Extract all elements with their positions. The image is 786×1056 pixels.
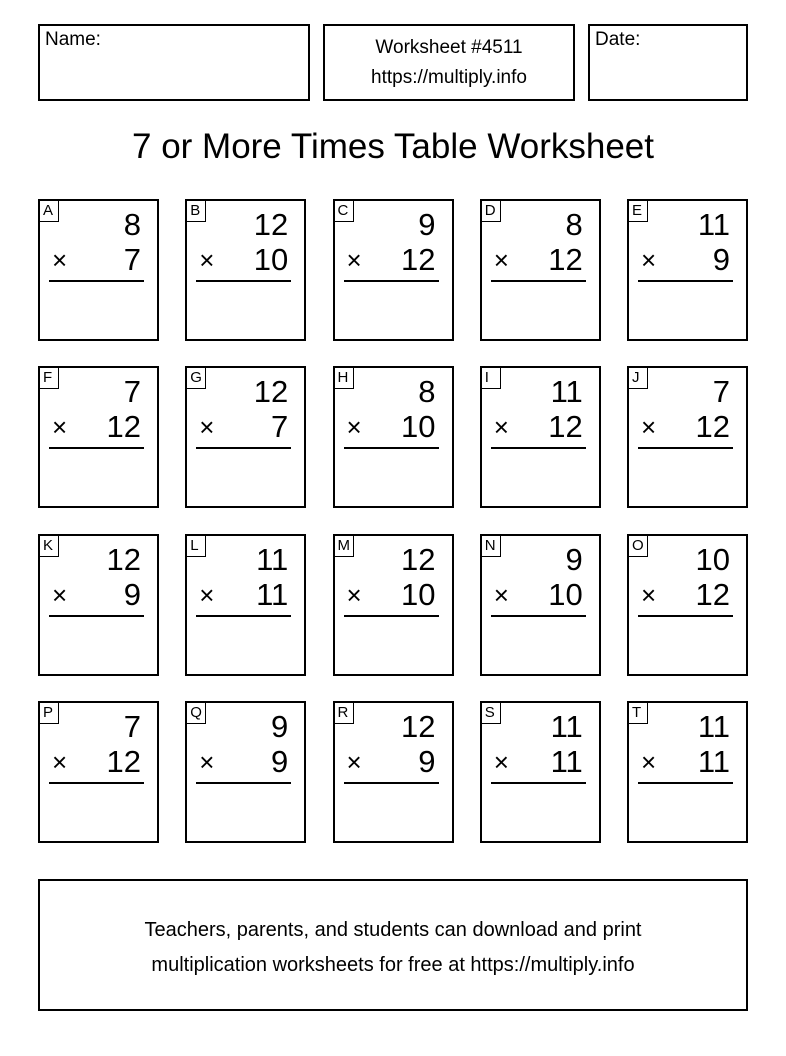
- times-sign: ×: [641, 579, 657, 610]
- multiplicand: 7: [123, 374, 141, 410]
- multiplier: 9: [123, 576, 141, 612]
- times-sign: ×: [493, 579, 509, 610]
- answer-line: [196, 782, 291, 784]
- name-label: Name:: [45, 29, 101, 50]
- footer-line-1: Teachers, parents, and students can download and print: [144, 919, 642, 941]
- problem-letter: E: [628, 200, 648, 222]
- problem-card: [185, 366, 306, 508]
- problem-card: [627, 199, 748, 341]
- multiplier: 7: [123, 242, 141, 277]
- problem-letter: L: [186, 535, 206, 557]
- multiplicand: 9: [565, 541, 583, 577]
- problem-letter: J: [628, 367, 648, 389]
- answer-line: [196, 615, 291, 617]
- multiplier: 10: [401, 576, 436, 612]
- problem-letter: P: [39, 702, 59, 724]
- footer-line-2: multiplication worksheets for free at https://multiply.info: [151, 954, 635, 976]
- answer-line: [49, 615, 144, 617]
- problem-letter: G: [186, 367, 206, 389]
- times-sign: ×: [641, 245, 657, 275]
- times-sign: ×: [493, 746, 509, 777]
- problem-letter: H: [334, 367, 354, 389]
- multiplier: 10: [548, 576, 583, 612]
- problem-card: [185, 199, 306, 341]
- multiplicand: 8: [123, 207, 141, 242]
- times-sign: ×: [199, 579, 215, 610]
- problem-letter: O: [628, 535, 648, 557]
- multiplicand: 7: [712, 374, 730, 410]
- multiplier: 10: [401, 409, 436, 445]
- multiplier: 7: [271, 409, 289, 445]
- multiplicand: 12: [401, 541, 436, 577]
- multiplier: 11: [256, 576, 289, 612]
- answer-line: [491, 447, 586, 449]
- times-sign: ×: [52, 245, 68, 275]
- problem-card: [38, 199, 159, 341]
- times-sign: ×: [346, 746, 362, 777]
- times-sign: ×: [52, 412, 68, 443]
- problem-letter: C: [334, 200, 354, 222]
- multiplicand: 8: [565, 207, 583, 242]
- problem-letter: R: [334, 702, 354, 724]
- problem-card: [627, 534, 748, 676]
- times-sign: ×: [346, 412, 362, 443]
- answer-line: [49, 447, 144, 449]
- problem-card: [480, 199, 601, 341]
- problem-card: [185, 534, 306, 676]
- multiplicand: 11: [550, 374, 583, 410]
- problem-letter: F: [39, 367, 59, 389]
- multiplicand: 12: [253, 207, 289, 242]
- multiplier: 12: [695, 576, 730, 612]
- answer-line: [491, 280, 586, 282]
- answer-line: [196, 280, 291, 282]
- multiplicand: 7: [123, 708, 141, 744]
- multiplicand: 8: [418, 374, 436, 410]
- problem-letter: K: [39, 535, 59, 557]
- problem-card: [333, 199, 454, 341]
- problem-letter: Q: [186, 702, 206, 724]
- times-sign: ×: [199, 746, 215, 777]
- answer-line: [491, 782, 586, 784]
- problem-card: [627, 366, 748, 508]
- answer-line: [638, 782, 733, 784]
- answer-line: [638, 280, 733, 282]
- problem-letter: A: [39, 200, 59, 222]
- multiplier: 12: [106, 743, 141, 779]
- problem-card: [480, 366, 601, 508]
- problem-grid: [38, 199, 748, 843]
- worksheet-url: https://multiply.info: [371, 67, 527, 88]
- multiplicand: 12: [401, 708, 436, 744]
- problem-letter: B: [186, 200, 206, 222]
- times-sign: ×: [493, 412, 509, 443]
- problem-card: [38, 701, 159, 843]
- times-sign: ×: [52, 746, 68, 777]
- multiplicand: 9: [271, 708, 289, 744]
- answer-line: [49, 782, 144, 784]
- times-sign: ×: [199, 412, 215, 443]
- times-sign: ×: [199, 245, 215, 275]
- problem-letter: D: [481, 200, 501, 222]
- problem-card: [38, 366, 159, 508]
- multiplier: 12: [548, 242, 583, 277]
- problem-letter: N: [481, 535, 501, 557]
- multiplicand: 11: [550, 708, 583, 744]
- date-label: Date:: [595, 29, 641, 50]
- times-sign: ×: [346, 579, 362, 610]
- problem-card: [333, 366, 454, 508]
- name-field-box: [38, 24, 310, 101]
- multiplicand: 11: [697, 207, 730, 242]
- problem-card: [627, 701, 748, 843]
- answer-line: [638, 615, 733, 617]
- times-sign: ×: [346, 245, 362, 275]
- problem-letter: M: [334, 535, 354, 557]
- multiplier: 12: [548, 409, 583, 445]
- worksheet-info-box: [323, 24, 575, 101]
- multiplicand: 10: [695, 541, 730, 577]
- multiplier: 12: [695, 409, 730, 445]
- footer-box: [38, 879, 748, 1011]
- multiplier: 11: [697, 743, 730, 779]
- multiplier: 11: [550, 743, 583, 779]
- times-sign: ×: [641, 746, 657, 777]
- multiplier: 9: [418, 743, 436, 779]
- date-field-box: [588, 24, 748, 101]
- times-sign: ×: [52, 579, 68, 610]
- times-sign: ×: [493, 245, 509, 275]
- multiplier: 12: [106, 409, 141, 445]
- footer-text: [40, 913, 746, 983]
- problem-letter: T: [628, 702, 648, 724]
- problem-card: [185, 701, 306, 843]
- answer-line: [491, 615, 586, 617]
- answer-line: [49, 280, 144, 282]
- multiplicand: 11: [256, 541, 289, 577]
- problem-card: [333, 701, 454, 843]
- multiplier: 9: [712, 242, 730, 277]
- multiplicand: 12: [106, 541, 141, 577]
- problem-card: [480, 534, 601, 676]
- answer-line: [638, 447, 733, 449]
- page-title: 7 or More Times Table Worksheet: [132, 127, 654, 166]
- answer-line: [196, 447, 291, 449]
- multiplier: 12: [401, 242, 436, 277]
- multiplier: 10: [253, 242, 289, 277]
- problem-letter: I: [481, 367, 501, 389]
- problem-card: [38, 534, 159, 676]
- problem-card: [333, 534, 454, 676]
- worksheet-number: Worksheet #4511: [375, 37, 523, 58]
- answer-line: [344, 615, 439, 617]
- multiplicand: 12: [253, 374, 289, 410]
- times-sign: ×: [641, 412, 657, 443]
- problem-letter: S: [481, 702, 501, 724]
- answer-line: [344, 782, 439, 784]
- answer-line: [344, 447, 439, 449]
- problem-card: [480, 701, 601, 843]
- multiplier: 9: [271, 743, 289, 779]
- multiplicand: 11: [697, 708, 730, 744]
- answer-line: [344, 280, 439, 282]
- multiplicand: 9: [418, 207, 436, 242]
